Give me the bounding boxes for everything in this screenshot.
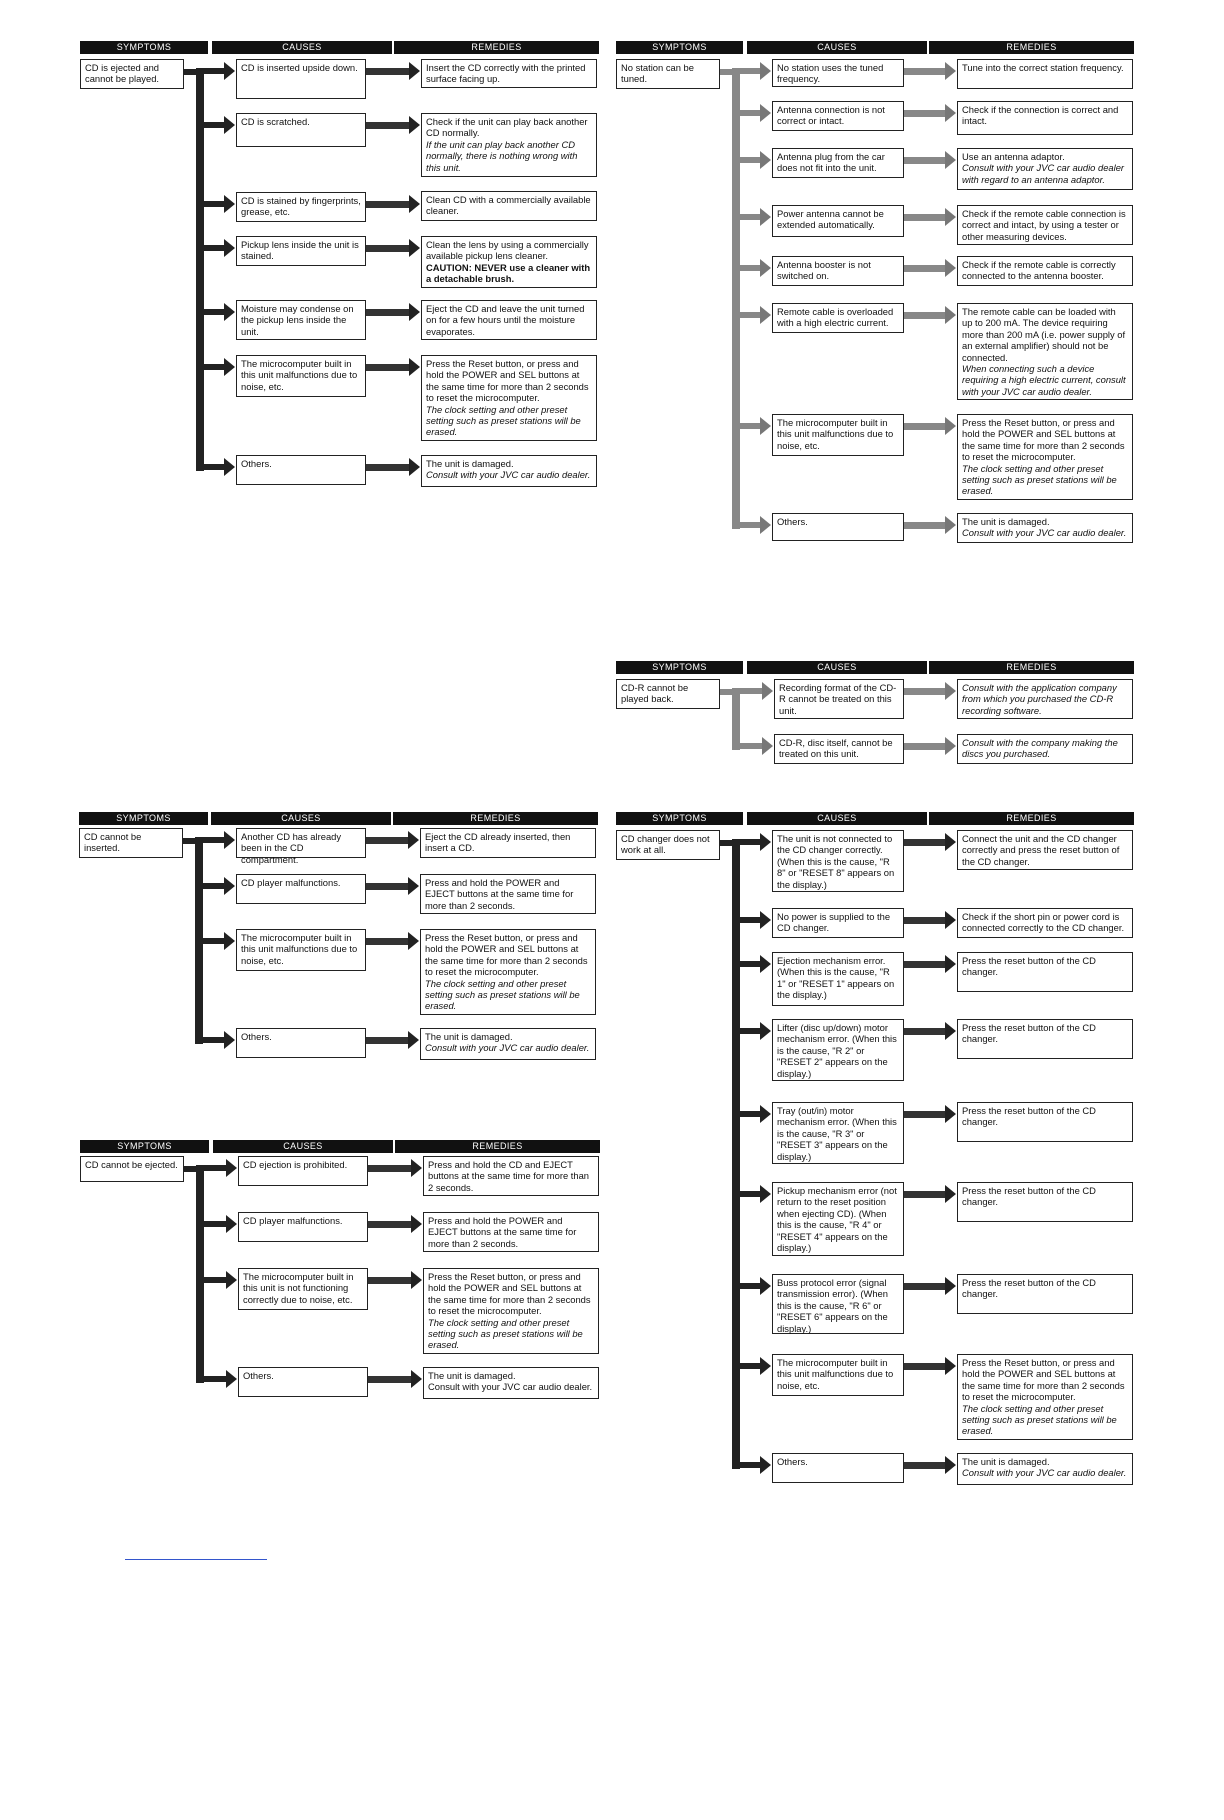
cause-box: Moisture may condense on the pickup lens inside the unit.: [236, 300, 366, 340]
remedy-connector: [366, 309, 410, 316]
remedy-arrow: [408, 831, 419, 849]
branch-line: [196, 1165, 228, 1171]
remedy-text: Press the reset button of the CD changer.: [962, 955, 1096, 978]
remedy-box: [957, 952, 1133, 992]
branch-arrow: [226, 1215, 237, 1233]
branch-line: [196, 245, 226, 251]
remedy-box: [421, 236, 597, 288]
remedy-box: [420, 929, 596, 1015]
cause-box: Ejection mechanism error. (When this is the cause, "R 1" or "RESET 1" appears on the display.): [772, 952, 904, 1006]
remedy-text: Check if the remote cable is correctly connected to the antenna booster.: [962, 259, 1116, 282]
remedy-box: [957, 256, 1133, 286]
remedy-arrow: [945, 104, 956, 122]
remedy-connector: [366, 364, 410, 371]
remedy-note: When connecting such a device requiring a high electric current, consult with your JVC car audio dealer.: [962, 363, 1126, 397]
branch-arrow: [760, 955, 771, 973]
remedy-arrow: [945, 955, 956, 973]
remedy-arrow: [945, 1022, 956, 1040]
branch-arrow: [226, 1159, 237, 1177]
branch-arrow: [760, 516, 771, 534]
remedy-box: [423, 1268, 599, 1354]
remedy-text: Consult with your JVC car audio dealer.: [428, 1381, 593, 1393]
remedy-box: [957, 59, 1133, 89]
remedy-text: Press the Reset button, or press and hold the POWER and SEL buttons at the same time for more than 2 seconds to reset the microcomputer.: [426, 358, 589, 404]
remedy-text: Press the reset button of the CD changer.: [962, 1022, 1096, 1045]
remedy-text: Connect the unit and the CD changer correctly and press the reset button of the CD changer.: [962, 833, 1120, 867]
remedy-box: [420, 1028, 596, 1060]
header-remedies: REMEDIES: [929, 812, 1134, 825]
branch-arrow: [760, 208, 771, 226]
header-symptoms: SYMPTOMS: [616, 41, 743, 54]
branch-arrow: [224, 239, 235, 257]
remedy-arrow: [945, 911, 956, 929]
cause-box: CD is inserted upside down.: [236, 59, 366, 99]
branch-arrow: [760, 1022, 771, 1040]
branch-arrow: [760, 833, 771, 851]
branch-arrow: [762, 682, 773, 700]
branch-line: [732, 961, 762, 967]
remedy-box: [957, 1354, 1133, 1440]
remedy-connector: [904, 1462, 946, 1469]
remedy-arrow: [408, 932, 419, 950]
remedy-note: The clock setting and other preset setting such as preset stations will be erased.: [428, 1316, 583, 1351]
branch-line: [732, 1028, 762, 1034]
branch-line: [732, 265, 762, 271]
remedy-connector: [366, 1037, 409, 1044]
remedy-connector: [366, 883, 409, 890]
cause-box: No power is supplied to the CD changer.: [772, 908, 904, 938]
remedy-arrow: [945, 417, 956, 435]
cause-box: CD-R, disc itself, cannot be treated on this unit.: [774, 734, 904, 764]
remedy-note: Consult with the company making the discs you purchased.: [962, 737, 1118, 760]
header-remedies: REMEDIES: [394, 41, 599, 54]
branch-line: [196, 309, 226, 315]
branch-arrow: [224, 932, 235, 950]
symptom-box: CD-R cannot be played back.: [616, 679, 720, 709]
remedy-connector: [904, 157, 946, 164]
branch-line: [195, 837, 226, 843]
remedy-arrow: [945, 1185, 956, 1203]
branch-trunk: [196, 69, 204, 471]
branch-line: [732, 214, 762, 220]
remedy-box: [957, 1274, 1133, 1314]
remedy-box: [957, 205, 1133, 245]
section-cd-eject: [80, 1140, 600, 1820]
remedy-text: The unit is damaged.: [428, 1370, 516, 1381]
branch-arrow: [760, 1277, 771, 1295]
remedy-connector: [904, 1363, 946, 1370]
branch-arrow: [224, 116, 235, 134]
remedy-text: The remote cable can be loaded with up to 200 mA. The device requiring more than 200 mA (i.e. power supply of an external amplifier) should not be connected.: [962, 306, 1126, 363]
cause-box: Power antenna cannot be extended automatically.: [772, 205, 904, 237]
branch-line: [732, 743, 764, 749]
symptom-box: CD is ejected and cannot be played.: [80, 59, 184, 89]
remedy-box: [421, 191, 597, 221]
remedy-arrow: [945, 62, 956, 80]
cause-box: CD player malfunctions.: [236, 874, 366, 904]
remedy-arrow: [408, 1031, 419, 1049]
remedy-connector: [368, 1165, 412, 1172]
branch-line: [732, 522, 762, 528]
remedy-text: The unit is damaged.: [962, 1456, 1050, 1467]
remedy-box: [957, 908, 1133, 938]
remedy-note: Consult with your JVC car audio dealer.: [425, 1042, 590, 1054]
header-remedies: REMEDIES: [395, 1140, 600, 1153]
branch-line: [196, 1221, 228, 1227]
header-symptoms: SYMPTOMS: [616, 661, 743, 674]
branch-line: [732, 917, 762, 923]
symptom-box: CD changer does not work at all.: [616, 830, 720, 860]
remedy-connector: [904, 917, 946, 924]
cause-box: Pickup mechanism error (not return to the reset position when ejecting CD). (When this is the cause, "R 4" or "RESET 4" appears on the display.): [772, 1182, 904, 1256]
cause-box: No station uses the tuned frequency.: [772, 59, 904, 87]
remedy-note: Consult with your JVC car audio dealer.: [962, 527, 1127, 539]
remedy-connector: [904, 688, 946, 695]
remedy-text: Tune into the correct station frequency.: [962, 62, 1124, 73]
branch-trunk: [732, 69, 740, 529]
remedy-box: [957, 679, 1133, 719]
header-causes: CAUSES: [213, 1140, 393, 1153]
remedy-text: Press and hold the POWER and EJECT buttons at the same time for more than 2 seconds.: [428, 1215, 577, 1249]
branch-line: [732, 688, 764, 694]
remedy-connector: [904, 522, 946, 529]
remedy-box: [957, 1182, 1133, 1222]
branch-line: [195, 883, 226, 889]
cause-box: Others.: [238, 1367, 368, 1397]
remedy-arrow: [945, 1357, 956, 1375]
branch-line: [732, 423, 762, 429]
remedy-text: Clean the lens by using a commercially available pickup lens cleaner.: [426, 239, 589, 262]
remedy-text: Clean CD with a commercially available cleaner.: [426, 194, 591, 217]
header-remedies: REMEDIES: [929, 41, 1134, 54]
branch-line: [196, 464, 226, 470]
remedy-text: Press and hold the CD and EJECT buttons at the same time for more than 2 seconds.: [428, 1159, 590, 1193]
branch-arrow: [760, 417, 771, 435]
remedy-arrow: [408, 877, 419, 895]
branch-arrow: [760, 1357, 771, 1375]
cause-box: Remote cable is overloaded with a high electric current.: [772, 303, 904, 333]
branch-trunk: [732, 840, 740, 1469]
branch-line: [732, 1111, 762, 1117]
header-symptoms: SYMPTOMS: [80, 41, 208, 54]
remedy-note: The clock setting and other preset setting such as preset stations will be erased.: [425, 977, 580, 1012]
remedy-text: Press the reset button of the CD changer.: [962, 1277, 1096, 1300]
branch-arrow: [224, 195, 235, 213]
remedy-note: If the unit can play back another CD normally, there is nothing wrong with this unit.: [426, 138, 578, 173]
remedy-arrow: [945, 208, 956, 226]
branch-arrow: [226, 1271, 237, 1289]
remedy-text: Eject the CD and leave the unit turned on for a few hours until the moisture evaporates.: [426, 303, 585, 337]
remedy-arrow: [945, 1456, 956, 1474]
section-no-station: [616, 41, 1136, 721]
branch-arrow: [760, 1105, 771, 1123]
branch-arrow: [226, 1370, 237, 1388]
branch-arrow: [760, 151, 771, 169]
cause-box: Others.: [772, 1453, 904, 1483]
branch-line: [732, 1191, 762, 1197]
branch-arrow: [760, 1456, 771, 1474]
branch-trunk: [196, 1166, 204, 1383]
section-cd-eject-play: [80, 41, 600, 721]
remedy-text: Press and hold the POWER and EJECT buttons at the same time for more than 2 seconds.: [425, 877, 574, 911]
header-causes: CAUSES: [212, 41, 392, 54]
remedy-arrow: [409, 303, 420, 321]
branch-arrow: [760, 259, 771, 277]
remedy-note: Consult with your JVC car audio dealer.: [426, 469, 591, 481]
remedy-text: Press the Reset button, or press and hold the POWER and SEL buttons at the same time for more than 2 seconds to reset the microcomputer.: [962, 417, 1125, 463]
remedy-connector: [366, 68, 410, 75]
branch-arrow: [224, 877, 235, 895]
cause-box: The unit is not connected to the CD changer correctly. (When this is the cause, "R 8" or "RESET 8" appears on the display.): [772, 830, 904, 892]
branch-arrow: [762, 737, 773, 755]
symptom-box: CD cannot be inserted.: [79, 828, 183, 858]
branch-line: [732, 1363, 762, 1369]
remedy-text: Check if the connection is correct and intact.: [962, 104, 1119, 127]
branch-line: [196, 122, 226, 128]
cause-box: Lifter (disc up/down) motor mechanism error. (When this is the cause, "R 2" or "RESET 2" appears on the display.): [772, 1019, 904, 1081]
remedy-box: [421, 300, 597, 340]
remedy-connector: [904, 961, 946, 968]
remedy-box: [957, 148, 1133, 190]
remedy-box: [957, 830, 1133, 870]
remedy-text: The unit is damaged.: [426, 458, 514, 469]
branch-arrow: [760, 1185, 771, 1203]
remedy-connector: [904, 423, 946, 430]
header-causes: CAUSES: [211, 812, 391, 825]
remedy-arrow: [409, 358, 420, 376]
header-symptoms: SYMPTOMS: [79, 812, 208, 825]
remedy-connector: [368, 1376, 412, 1383]
branch-line: [196, 1376, 228, 1382]
cause-box: Tray (out/in) motor mechanism error. (When this is the cause, "R 3" or "RESET 3" appears on the display.): [772, 1102, 904, 1164]
remedy-note: The clock setting and other preset setting such as preset stations will be erased.: [962, 1402, 1117, 1437]
remedy-note: Consult with your JVC car audio dealer.: [962, 1467, 1127, 1479]
remedy-text: The unit is damaged.: [425, 1031, 513, 1042]
remedy-connector: [904, 839, 946, 846]
footer-rule: [125, 1559, 267, 1560]
remedy-arrow: [945, 306, 956, 324]
cause-box: CD player malfunctions.: [238, 1212, 368, 1242]
cause-box: Others.: [236, 1028, 366, 1058]
remedy-box: [957, 1453, 1133, 1485]
remedy-arrow: [409, 116, 420, 134]
cause-box: Antenna booster is not switched on.: [772, 256, 904, 286]
cause-box: The microcomputer built in this unit malfunctions due to noise, etc.: [772, 414, 904, 456]
header-causes: CAUSES: [747, 661, 927, 674]
cause-box: Antenna connection is not correct or intact.: [772, 101, 904, 131]
cause-box: Another CD has already been in the CD compartment.: [236, 828, 366, 858]
branch-line: [196, 364, 226, 370]
cause-box: Buss protocol error (signal transmission error). (When this is the cause, "R 6" or "RESET 6" appears on the display.): [772, 1274, 904, 1334]
branch-trunk: [732, 689, 740, 750]
remedy-arrow: [411, 1370, 422, 1388]
remedy-arrow: [409, 195, 420, 213]
cause-box: CD is stained by fingerprints, grease, etc.: [236, 192, 366, 222]
branch-line: [732, 68, 762, 74]
remedy-note: The clock setting and other preset setting such as preset stations will be erased.: [962, 462, 1117, 497]
cause-box: The microcomputer built in this unit malfunctions due to noise, etc.: [772, 1354, 904, 1396]
branch-line: [196, 1277, 228, 1283]
remedy-box: [423, 1156, 599, 1196]
cause-box: The microcomputer built in this unit is not functioning correctly due to noise, etc.: [238, 1268, 368, 1310]
branch-arrow: [760, 104, 771, 122]
remedy-box: [421, 59, 597, 88]
remedy-connector: [904, 110, 946, 117]
remedy-arrow: [411, 1215, 422, 1233]
symptom-box: No station can be tuned.: [616, 59, 720, 89]
branch-line: [732, 110, 762, 116]
branch-arrow: [224, 303, 235, 321]
branch-line: [195, 1037, 226, 1043]
remedy-box: [957, 303, 1133, 400]
remedy-connector: [366, 245, 410, 252]
remedy-text: Press the reset button of the CD changer.: [962, 1185, 1096, 1208]
cause-box: CD is scratched.: [236, 113, 366, 147]
remedy-connector: [368, 1221, 412, 1228]
remedy-box: [421, 355, 597, 441]
remedy-connector: [904, 265, 946, 272]
remedy-connector: [366, 464, 410, 471]
header-causes: CAUSES: [747, 41, 927, 54]
remedy-box: [957, 513, 1133, 543]
header-remedies: REMEDIES: [393, 812, 598, 825]
remedy-text: Check if the unit can play back another CD normally.: [426, 116, 588, 139]
branch-arrow: [224, 1031, 235, 1049]
remedy-box: [421, 455, 597, 487]
remedy-text: Press the reset button of the CD changer.: [962, 1105, 1096, 1128]
remedy-connector: [904, 68, 946, 75]
remedy-arrow: [945, 516, 956, 534]
branch-arrow: [224, 62, 235, 80]
remedy-box: [957, 101, 1133, 135]
remedy-arrow: [945, 1105, 956, 1123]
remedy-text: Use an antenna adaptor.: [962, 151, 1065, 162]
remedy-box: [957, 734, 1133, 764]
remedy-text: The unit is damaged.: [962, 516, 1050, 527]
branch-line: [732, 1283, 762, 1289]
header-symptoms: SYMPTOMS: [616, 812, 743, 825]
cause-box: The microcomputer built in this unit malfunctions due to noise, etc.: [236, 355, 366, 397]
remedy-text: Press the Reset button, or press and hold the POWER and SEL buttons at the same time for more than 2 seconds to reset the microcomputer.: [428, 1271, 591, 1317]
remedy-text: Check if the remote cable connection is correct and intact, by using a tester or other measuring devices.: [962, 208, 1126, 242]
remedy-text: Eject the CD already inserted, then insert a CD.: [425, 831, 571, 854]
branch-arrow: [760, 62, 771, 80]
remedy-box: [420, 828, 596, 858]
remedy-arrow: [945, 833, 956, 851]
branch-arrow: [760, 911, 771, 929]
remedy-arrow: [945, 1277, 956, 1295]
remedy-arrow: [411, 1159, 422, 1177]
remedy-arrow: [409, 239, 420, 257]
branch-line: [732, 839, 762, 845]
cause-box: CD ejection is prohibited.: [238, 1156, 368, 1186]
caution-text: CAUTION: NEVER use a cleaner with a detachable brush.: [426, 261, 591, 285]
branch-line: [732, 1462, 762, 1468]
remedy-text: Insert the CD correctly with the printed surface facing up.: [426, 62, 586, 85]
symptom-box: CD cannot be ejected.: [80, 1156, 184, 1182]
remedy-arrow: [409, 62, 420, 80]
remedy-box: [957, 414, 1133, 500]
remedy-connector: [904, 1283, 946, 1290]
branch-line: [195, 938, 226, 944]
remedy-connector: [368, 1277, 412, 1284]
branch-line: [196, 201, 226, 207]
branch-line: [196, 68, 226, 74]
remedy-text: Check if the short pin or power cord is connected correctly to the CD changer.: [962, 911, 1125, 934]
remedy-box: [957, 1102, 1133, 1142]
section-cd-changer: [616, 812, 1136, 1492]
remedy-arrow: [945, 259, 956, 277]
header-symptoms: SYMPTOMS: [80, 1140, 209, 1153]
remedy-note: The clock setting and other preset setting such as preset stations will be erased.: [426, 403, 581, 438]
cause-box: The microcomputer built in this unit malfunctions due to noise, etc.: [236, 929, 366, 971]
branch-line: [732, 312, 762, 318]
remedy-arrow: [411, 1271, 422, 1289]
cause-box: Others.: [772, 513, 904, 541]
remedy-connector: [366, 122, 410, 129]
remedy-arrow: [945, 737, 956, 755]
remedy-connector: [366, 837, 409, 844]
remedy-connector: [904, 214, 946, 221]
remedy-connector: [366, 201, 410, 208]
branch-arrow: [760, 306, 771, 324]
remedy-box: [420, 874, 596, 914]
remedy-note: Consult with your JVC car audio dealer with regard to an antenna adaptor.: [962, 162, 1125, 185]
remedy-arrow: [409, 458, 420, 476]
remedy-box: [957, 1019, 1133, 1059]
remedy-arrow: [945, 682, 956, 700]
remedy-note: Consult with the application company from which you purchased the CD-R recording software.: [962, 682, 1117, 716]
remedy-connector: [904, 743, 946, 750]
remedy-connector: [904, 1028, 946, 1035]
header-causes: CAUSES: [747, 812, 927, 825]
remedy-connector: [904, 312, 946, 319]
branch-arrow: [224, 458, 235, 476]
branch-arrow: [224, 831, 235, 849]
branch-arrow: [224, 358, 235, 376]
remedy-arrow: [945, 151, 956, 169]
remedy-box: [423, 1367, 599, 1399]
remedy-connector: [904, 1111, 946, 1118]
remedy-connector: [366, 938, 409, 945]
branch-line: [732, 157, 762, 163]
remedy-box: [423, 1212, 599, 1252]
cause-box: Pickup lens inside the unit is stained.: [236, 236, 366, 266]
remedy-connector: [904, 1191, 946, 1198]
remedy-text: Press the Reset button, or press and hold the POWER and SEL buttons at the same time for more than 2 seconds to reset the microcomputer.: [425, 932, 588, 978]
header-remedies: REMEDIES: [929, 661, 1134, 674]
cause-box: Others.: [236, 455, 366, 485]
remedy-text: Press the Reset button, or press and hold the POWER and SEL buttons at the same time for more than 2 seconds to reset the microcomputer.: [962, 1357, 1125, 1403]
cause-box: Antenna plug from the car does not fit into the unit.: [772, 148, 904, 178]
remedy-box: [421, 113, 597, 177]
cause-box: Recording format of the CD-R cannot be treated on this unit.: [774, 679, 904, 719]
